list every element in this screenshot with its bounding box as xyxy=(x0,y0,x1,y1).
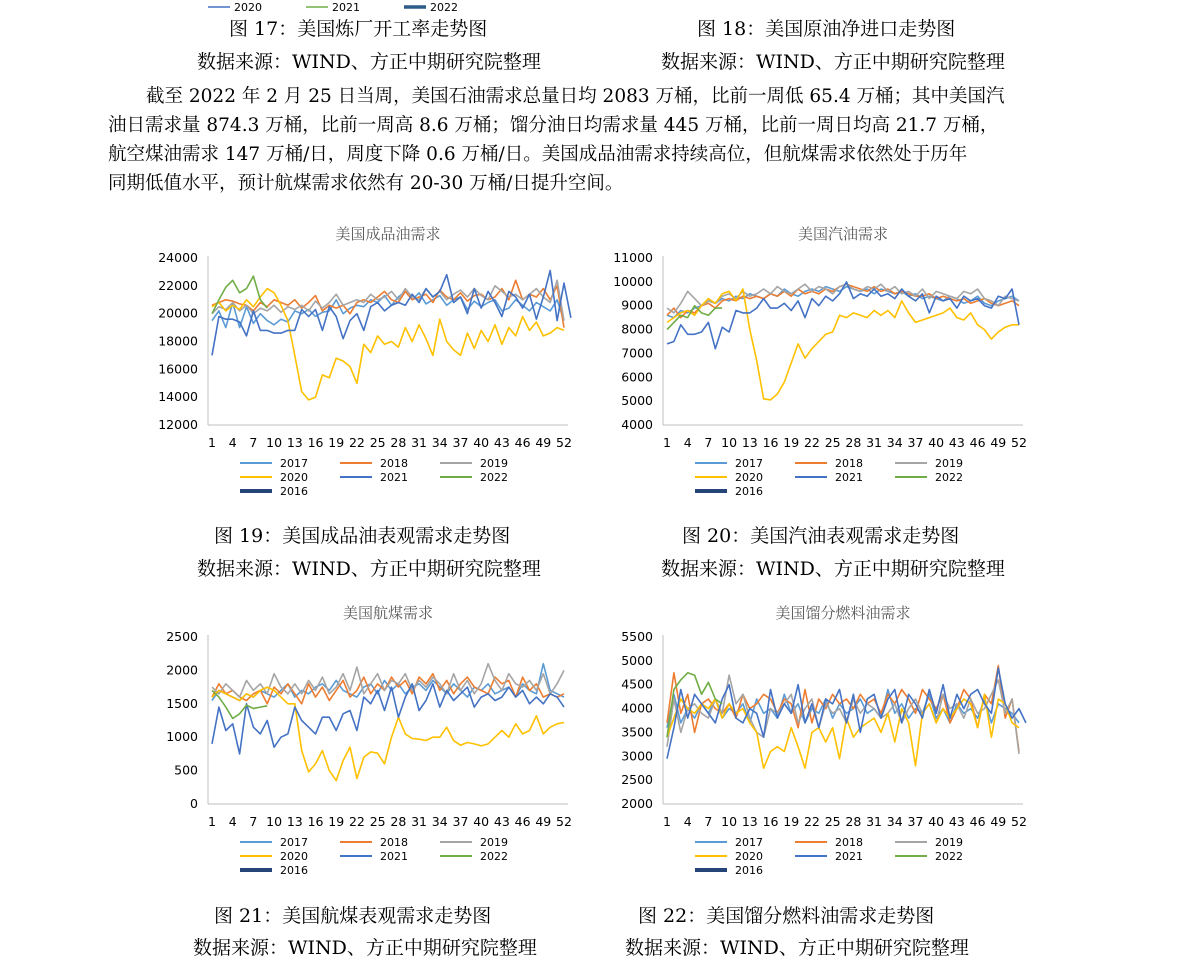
x-tick-label: 7 xyxy=(249,814,258,829)
x-tick-label: 25 xyxy=(824,814,841,829)
x-tick-label: 19 xyxy=(783,435,800,450)
legend-label: 2021 xyxy=(380,471,408,484)
legend-label: 2017 xyxy=(280,836,308,849)
chart-gasoline-demand xyxy=(595,218,1035,510)
x-tick-label: 1 xyxy=(208,435,216,450)
legend-label: 2020 xyxy=(234,1,262,14)
series-line-2020 xyxy=(667,289,1019,400)
legend-label: 2020 xyxy=(735,850,763,863)
x-tick-label: 1 xyxy=(663,814,671,829)
caption-fig17: 图 17：美国炼厂开工率走势图 xyxy=(229,18,488,40)
chart-title: 美国汽油需求 xyxy=(797,225,889,243)
x-tick-label: 31 xyxy=(866,435,883,450)
y-tick-label: 6000 xyxy=(621,369,653,385)
x-tick-label: 1 xyxy=(663,435,671,450)
x-tick-label: 10 xyxy=(266,814,283,829)
y-tick-label: 22000 xyxy=(158,277,198,293)
x-tick-label: 13 xyxy=(286,435,303,450)
caption-fig20: 图 20：美国汽油表观需求走势图 xyxy=(682,525,960,547)
legend-label: 2016 xyxy=(735,485,763,498)
x-tick-label: 22 xyxy=(348,435,365,450)
x-tick-label: 46 xyxy=(514,435,531,450)
x-tick-label: 37 xyxy=(907,814,924,829)
legend-label: 2017 xyxy=(735,836,763,849)
legend-label: 2022 xyxy=(430,1,458,14)
paragraph-line: 同期低值水平，预计航煤需求依然有 20-30 万桶/日提升空间。 xyxy=(108,173,624,194)
y-tick-label: 1000 xyxy=(166,729,198,745)
legend-label: 2018 xyxy=(380,836,408,849)
x-tick-label: 37 xyxy=(452,435,469,450)
y-tick-label: 1500 xyxy=(166,695,198,711)
x-tick-label: 28 xyxy=(845,814,862,829)
x-tick-label: 13 xyxy=(286,814,303,829)
x-tick-label: 22 xyxy=(803,814,820,829)
y-tick-label: 5000 xyxy=(621,652,653,668)
y-tick-label: 8000 xyxy=(621,321,653,337)
x-tick-label: 31 xyxy=(866,814,883,829)
x-tick-label: 10 xyxy=(266,435,283,450)
x-tick-label: 34 xyxy=(431,814,448,829)
x-tick-label: 52 xyxy=(1011,814,1027,829)
legend-label: 2022 xyxy=(935,471,963,484)
y-tick-label: 12000 xyxy=(158,417,198,432)
source-fig18: 数据来源：WIND、方正中期研究院整理 xyxy=(661,51,1005,73)
x-tick-label: 34 xyxy=(886,814,903,829)
y-tick-label: 2500 xyxy=(621,772,653,788)
x-tick-label: 31 xyxy=(411,814,428,829)
chart-title: 美国馏分燃料油需求 xyxy=(775,604,911,622)
x-tick-label: 43 xyxy=(493,814,510,829)
x-tick-label: 46 xyxy=(514,814,531,829)
x-tick-label: 52 xyxy=(1011,435,1027,450)
y-tick-label: 20000 xyxy=(158,305,198,321)
x-tick-label: 43 xyxy=(493,435,510,450)
x-tick-label: 22 xyxy=(348,814,365,829)
caption-fig21: 图 21：美国航煤表观需求走势图 xyxy=(214,905,492,927)
chart-jet-fuel-demand xyxy=(140,597,580,889)
legend-label: 2016 xyxy=(280,485,308,498)
x-tick-label: 4 xyxy=(683,814,692,829)
x-tick-label: 10 xyxy=(721,814,738,829)
x-tick-label: 28 xyxy=(845,435,862,450)
x-tick-label: 28 xyxy=(390,814,407,829)
y-tick-label: 24000 xyxy=(158,250,198,265)
y-tick-label: 18000 xyxy=(158,333,198,349)
chart-distillate-demand xyxy=(595,597,1035,889)
y-tick-label: 16000 xyxy=(158,361,198,377)
y-tick-label: 10000 xyxy=(613,273,653,289)
legend-label: 2021 xyxy=(332,1,360,14)
x-tick-label: 7 xyxy=(704,435,713,450)
x-tick-label: 37 xyxy=(452,814,469,829)
x-tick-label: 7 xyxy=(249,435,258,450)
x-tick-label: 16 xyxy=(762,814,779,829)
x-tick-label: 49 xyxy=(990,435,1007,450)
x-tick-label: 19 xyxy=(328,814,345,829)
x-tick-label: 46 xyxy=(969,435,986,450)
x-tick-label: 10 xyxy=(721,435,738,450)
legend-label: 2020 xyxy=(280,471,308,484)
legend-label: 2022 xyxy=(935,850,963,863)
legend-label: 2021 xyxy=(835,471,863,484)
legend-label: 2016 xyxy=(280,864,308,877)
source-fig19: 数据来源：WIND、方正中期研究院整理 xyxy=(197,558,541,580)
chart-title: 美国成品油需求 xyxy=(335,225,441,243)
paragraph-line: 航空煤油需求 147 万桶/日，周度下降 0.6 万桶/日。美国成品油需求持续高位，但航煤需求依然处于历年 xyxy=(108,144,968,165)
x-tick-label: 28 xyxy=(390,435,407,450)
legend-label: 2018 xyxy=(835,457,863,470)
x-tick-label: 22 xyxy=(803,435,820,450)
series-line-2021 xyxy=(212,684,564,754)
source-fig17: 数据来源：WIND、方正中期研究院整理 xyxy=(197,51,541,73)
y-tick-label: 2000 xyxy=(621,796,653,811)
x-tick-label: 40 xyxy=(928,435,945,450)
legend-label: 2017 xyxy=(735,457,763,470)
legend-label: 2020 xyxy=(280,850,308,863)
x-tick-label: 46 xyxy=(969,814,986,829)
legend-label: 2022 xyxy=(480,850,508,863)
y-tick-label: 4000 xyxy=(621,417,653,432)
y-tick-label: 9000 xyxy=(621,297,653,313)
legend-label: 2019 xyxy=(935,836,963,849)
x-tick-label: 52 xyxy=(556,435,572,450)
source-fig21: 数据来源：WIND、方正中期研究院整理 xyxy=(193,937,537,959)
x-tick-label: 49 xyxy=(535,435,552,450)
legend-label: 2019 xyxy=(935,457,963,470)
x-tick-label: 34 xyxy=(431,435,448,450)
y-tick-label: 11000 xyxy=(613,250,653,265)
legend-label: 2021 xyxy=(835,850,863,863)
x-tick-label: 37 xyxy=(907,435,924,450)
legend-label: 2018 xyxy=(835,836,863,849)
caption-fig18: 图 18：美国原油净进口走势图 xyxy=(697,18,956,40)
body-paragraph xyxy=(108,82,1088,198)
y-tick-label: 2500 xyxy=(166,629,198,644)
x-tick-label: 31 xyxy=(411,435,428,450)
source-fig20: 数据来源：WIND、方正中期研究院整理 xyxy=(661,558,1005,580)
x-tick-label: 25 xyxy=(369,435,386,450)
legend-label: 2018 xyxy=(380,457,408,470)
x-tick-label: 4 xyxy=(228,814,237,829)
x-tick-label: 16 xyxy=(307,814,324,829)
x-tick-label: 4 xyxy=(228,435,237,450)
x-tick-label: 7 xyxy=(704,814,713,829)
caption-fig19: 图 19：美国成品油表观需求走势图 xyxy=(214,525,511,547)
x-tick-label: 52 xyxy=(556,814,572,829)
y-tick-label: 4000 xyxy=(621,700,653,716)
legend-label: 2022 xyxy=(480,471,508,484)
x-tick-label: 43 xyxy=(948,435,965,450)
y-tick-label: 5000 xyxy=(621,393,653,409)
x-tick-label: 19 xyxy=(328,435,345,450)
legend-label: 2016 xyxy=(735,864,763,877)
x-tick-label: 19 xyxy=(783,814,800,829)
top-legend xyxy=(200,0,500,14)
series-line-2017 xyxy=(667,287,1019,318)
legend-label: 2020 xyxy=(735,471,763,484)
x-tick-label: 34 xyxy=(886,435,903,450)
y-tick-label: 500 xyxy=(174,762,198,778)
chart-refined-oil-demand xyxy=(140,218,580,510)
legend-label: 2021 xyxy=(380,850,408,863)
legend-label: 2019 xyxy=(480,457,508,470)
x-tick-label: 40 xyxy=(473,814,490,829)
y-tick-label: 4500 xyxy=(621,676,653,692)
y-tick-label: 7000 xyxy=(621,345,653,361)
x-tick-label: 4 xyxy=(683,435,692,450)
x-tick-label: 40 xyxy=(473,435,490,450)
x-tick-label: 25 xyxy=(824,435,841,450)
x-tick-label: 16 xyxy=(762,435,779,450)
x-tick-label: 49 xyxy=(535,814,552,829)
y-tick-label: 5500 xyxy=(621,629,653,644)
y-tick-label: 0 xyxy=(190,796,198,811)
chart-title: 美国航煤需求 xyxy=(342,604,434,622)
legend-label: 2017 xyxy=(280,457,308,470)
caption-fig22: 图 22：美国馏分燃料油需求走势图 xyxy=(638,905,935,927)
series-line-2018 xyxy=(212,280,564,327)
paragraph-line: 截至 2022 年 2 月 25 日当周，美国石油需求总量日均 2083 万桶，比前一周低 65.4 万桶；其中美国汽 xyxy=(146,86,1005,107)
y-tick-label: 3500 xyxy=(621,724,653,740)
x-tick-label: 40 xyxy=(928,814,945,829)
legend-label: 2019 xyxy=(480,836,508,849)
x-tick-label: 49 xyxy=(990,814,1007,829)
y-tick-label: 3000 xyxy=(621,748,653,764)
y-tick-label: 14000 xyxy=(158,389,198,405)
x-tick-label: 25 xyxy=(369,814,386,829)
x-tick-label: 43 xyxy=(948,814,965,829)
y-tick-label: 2000 xyxy=(166,662,198,678)
x-tick-label: 16 xyxy=(307,435,324,450)
x-tick-label: 13 xyxy=(741,814,758,829)
paragraph-line: 油日需求量 874.3 万桶，比前一周高 8.6 万桶；馏分油日均需求量 445 万桶，比前一周日均高 21.7 万桶， xyxy=(108,115,999,136)
x-tick-label: 1 xyxy=(208,814,216,829)
source-fig22: 数据来源：WIND、方正中期研究院整理 xyxy=(625,937,969,959)
x-tick-label: 13 xyxy=(741,435,758,450)
